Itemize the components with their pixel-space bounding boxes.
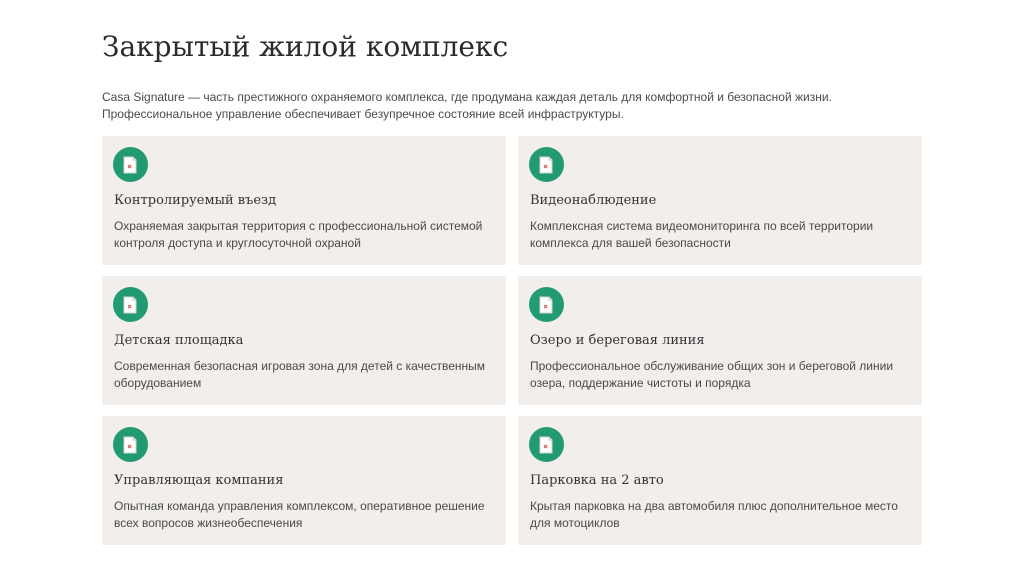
broken-image-icon	[123, 296, 139, 314]
feature-description: Профессиональное обслуживание общих зон и береговой линии озера, поддержание чистоты и порядка	[530, 359, 894, 390]
broken-image-icon	[123, 156, 139, 174]
page-title: Закрытый жилой комплекс	[102, 30, 509, 63]
feature-icon-badge	[113, 427, 148, 462]
broken-image-icon	[539, 296, 555, 314]
feature-description: Комплексная система видеомониторинга по всей территории комплекса для вашей безопасности	[530, 219, 874, 250]
feature-description: Опытная команда управления комплексом, оперативное решение всех вопросов жизнеобеспечения	[114, 499, 485, 530]
feature-title: Детская площадка	[114, 333, 244, 348]
broken-image-icon	[123, 436, 139, 454]
features-grid	[102, 136, 922, 545]
feature-title: Видеонаблюдение	[530, 193, 657, 208]
feature-icon-badge	[113, 287, 148, 322]
feature-icon-badge	[113, 147, 148, 182]
broken-image-icon	[539, 156, 555, 174]
feature-title: Парковка на 2 авто	[530, 473, 664, 488]
feature-icon-badge	[529, 147, 564, 182]
feature-card-playground	[102, 276, 506, 405]
feature-icon-badge	[529, 287, 564, 322]
intro-line: Профессиональное управление обеспечивает безупречное состояние всей инфраструктуры.	[102, 107, 624, 121]
feature-description: Крытая парковка на два автомобиля плюс дополнительное место для мотоциклов	[530, 499, 898, 530]
intro-text	[102, 89, 882, 123]
feature-title: Озеро и береговая линия	[530, 333, 705, 348]
feature-description: Современная безопасная игровая зона для детей с качественным оборудованием	[114, 359, 485, 390]
feature-card-video-surveillance	[518, 136, 922, 265]
broken-image-icon	[539, 436, 555, 454]
feature-description: Охраняемая закрытая территория с профессиональной системой контроля доступа и круглосуточной охраной	[114, 219, 483, 250]
feature-card-management-company	[102, 416, 506, 545]
feature-card-lake-shoreline	[518, 276, 922, 405]
feature-card-controlled-entry	[102, 136, 506, 265]
feature-title: Управляющая компания	[114, 473, 284, 488]
intro-line: Casa Signature — часть престижного охраняемого комплекса, где продумана каждая деталь для комфортной и безопасной жизни.	[102, 90, 832, 104]
feature-card-parking	[518, 416, 922, 545]
feature-title: Контролируемый въезд	[114, 193, 277, 208]
feature-icon-badge	[529, 427, 564, 462]
